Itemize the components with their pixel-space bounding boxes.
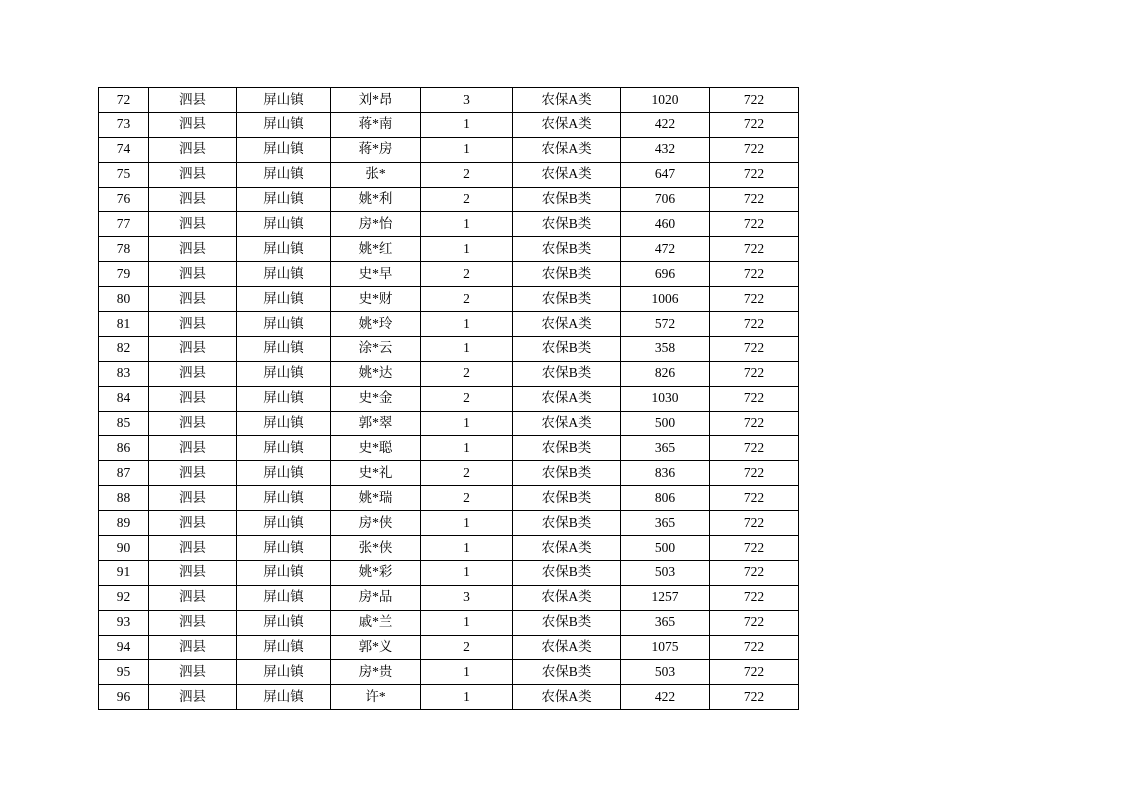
table-cell: 722 xyxy=(710,312,799,337)
table-cell: 泗县 xyxy=(149,635,237,660)
table-cell: 农保B类 xyxy=(513,187,621,212)
table-cell: 房*侠 xyxy=(331,511,421,536)
table-cell: 泗县 xyxy=(149,610,237,635)
table-cell: 屏山镇 xyxy=(237,436,331,461)
table-row xyxy=(99,287,799,312)
table-cell: 1030 xyxy=(621,386,710,411)
table-cell: 1 xyxy=(421,610,513,635)
table-cell: 农保A类 xyxy=(513,386,621,411)
table-cell: 泗县 xyxy=(149,536,237,561)
table-cell: 87 xyxy=(99,461,149,486)
table-cell: 屏山镇 xyxy=(237,511,331,536)
table-row xyxy=(99,212,799,237)
table-cell: 张*侠 xyxy=(331,536,421,561)
table-cell: 农保B类 xyxy=(513,336,621,361)
table-cell: 史*金 xyxy=(331,386,421,411)
table-cell: 722 xyxy=(710,237,799,262)
table-cell: 泗县 xyxy=(149,560,237,585)
table-cell: 屏山镇 xyxy=(237,112,331,137)
table-cell: 史*礼 xyxy=(331,461,421,486)
table-row xyxy=(99,312,799,337)
table-cell: 2 xyxy=(421,486,513,511)
table-row xyxy=(99,585,799,610)
table-row xyxy=(99,386,799,411)
table-row xyxy=(99,511,799,536)
table-cell: 姚*彩 xyxy=(331,560,421,585)
table-cell: 722 xyxy=(710,461,799,486)
table-cell: 农保A类 xyxy=(513,411,621,436)
table-cell: 农保A类 xyxy=(513,137,621,162)
table-row xyxy=(99,486,799,511)
table-cell: 农保B类 xyxy=(513,610,621,635)
table-cell: 647 xyxy=(621,162,710,187)
table-cell: 1 xyxy=(421,137,513,162)
table-cell: 郭*义 xyxy=(331,635,421,660)
table-cell: 1020 xyxy=(621,88,710,113)
table-cell: 史*财 xyxy=(331,287,421,312)
table-cell: 张* xyxy=(331,162,421,187)
table-cell: 500 xyxy=(621,411,710,436)
data-table-container xyxy=(98,87,798,710)
table-cell: 泗县 xyxy=(149,312,237,337)
table-row xyxy=(99,610,799,635)
table-cell: 83 xyxy=(99,361,149,386)
table-cell: 农保B类 xyxy=(513,287,621,312)
table-cell: 722 xyxy=(710,660,799,685)
table-cell: 屏山镇 xyxy=(237,237,331,262)
table-cell: 1 xyxy=(421,560,513,585)
table-cell: 3 xyxy=(421,585,513,610)
table-cell: 农保B类 xyxy=(513,361,621,386)
table-cell: 泗县 xyxy=(149,187,237,212)
table-cell: 屏山镇 xyxy=(237,411,331,436)
table-cell: 刘*昂 xyxy=(331,88,421,113)
table-cell: 74 xyxy=(99,137,149,162)
table-cell: 93 xyxy=(99,610,149,635)
table-cell: 722 xyxy=(710,162,799,187)
table-cell: 76 xyxy=(99,187,149,212)
table-cell: 2 xyxy=(421,635,513,660)
table-cell: 农保B类 xyxy=(513,511,621,536)
table-cell: 503 xyxy=(621,660,710,685)
table-row xyxy=(99,660,799,685)
table-cell: 泗县 xyxy=(149,137,237,162)
table-cell: 屏山镇 xyxy=(237,312,331,337)
table-cell: 722 xyxy=(710,88,799,113)
table-cell: 1 xyxy=(421,411,513,436)
table-cell: 泗县 xyxy=(149,112,237,137)
table-row xyxy=(99,237,799,262)
table-cell: 姚*瑞 xyxy=(331,486,421,511)
table-cell: 460 xyxy=(621,212,710,237)
table-row xyxy=(99,536,799,561)
table-cell: 79 xyxy=(99,262,149,287)
table-row xyxy=(99,635,799,660)
table-cell: 戚*兰 xyxy=(331,610,421,635)
table-cell: 泗县 xyxy=(149,436,237,461)
table-cell: 农保B类 xyxy=(513,262,621,287)
table-cell: 1 xyxy=(421,237,513,262)
table-cell: 农保A类 xyxy=(513,88,621,113)
table-row xyxy=(99,336,799,361)
table-cell: 80 xyxy=(99,287,149,312)
table-cell: 86 xyxy=(99,436,149,461)
table-cell: 屏山镇 xyxy=(237,585,331,610)
table-cell: 郭*翠 xyxy=(331,411,421,436)
table-row xyxy=(99,685,799,710)
table-cell: 73 xyxy=(99,112,149,137)
table-cell: 3 xyxy=(421,88,513,113)
table-cell: 姚*利 xyxy=(331,187,421,212)
table-cell: 农保B类 xyxy=(513,436,621,461)
table-cell: 1 xyxy=(421,336,513,361)
table-cell: 806 xyxy=(621,486,710,511)
table-cell: 722 xyxy=(710,486,799,511)
table-cell: 泗县 xyxy=(149,486,237,511)
table-cell: 2 xyxy=(421,461,513,486)
table-cell: 泗县 xyxy=(149,212,237,237)
table-cell: 1 xyxy=(421,436,513,461)
table-cell: 432 xyxy=(621,137,710,162)
table-cell: 72 xyxy=(99,88,149,113)
table-cell: 500 xyxy=(621,536,710,561)
table-cell: 泗县 xyxy=(149,262,237,287)
table-cell: 泗县 xyxy=(149,411,237,436)
table-cell: 722 xyxy=(710,262,799,287)
table-cell: 722 xyxy=(710,386,799,411)
table-cell: 屏山镇 xyxy=(237,660,331,685)
table-cell: 88 xyxy=(99,486,149,511)
table-cell: 1 xyxy=(421,511,513,536)
table-cell: 屏山镇 xyxy=(237,187,331,212)
table-cell: 农保B类 xyxy=(513,486,621,511)
table-cell: 722 xyxy=(710,585,799,610)
table-cell: 722 xyxy=(710,560,799,585)
table-cell: 91 xyxy=(99,560,149,585)
table-cell: 屏山镇 xyxy=(237,162,331,187)
table-cell: 85 xyxy=(99,411,149,436)
table-cell: 89 xyxy=(99,511,149,536)
table-cell: 泗县 xyxy=(149,585,237,610)
table-cell: 722 xyxy=(710,287,799,312)
table-cell: 农保A类 xyxy=(513,585,621,610)
table-cell: 屏山镇 xyxy=(237,287,331,312)
table-row xyxy=(99,187,799,212)
table-cell: 365 xyxy=(621,511,710,536)
table-cell: 泗县 xyxy=(149,336,237,361)
table-cell: 泗县 xyxy=(149,162,237,187)
table-cell: 472 xyxy=(621,237,710,262)
table-cell: 屏山镇 xyxy=(237,685,331,710)
table-cell: 2 xyxy=(421,162,513,187)
table-cell: 1 xyxy=(421,685,513,710)
table-cell: 屏山镇 xyxy=(237,336,331,361)
table-cell: 722 xyxy=(710,511,799,536)
table-cell: 722 xyxy=(710,361,799,386)
table-cell: 706 xyxy=(621,187,710,212)
table-cell: 屏山镇 xyxy=(237,361,331,386)
table-cell: 422 xyxy=(621,685,710,710)
table-cell: 722 xyxy=(710,610,799,635)
table-cell: 屏山镇 xyxy=(237,610,331,635)
table-cell: 房*怡 xyxy=(331,212,421,237)
table-cell: 722 xyxy=(710,187,799,212)
table-cell: 泗县 xyxy=(149,511,237,536)
table-cell: 农保A类 xyxy=(513,536,621,561)
beneficiary-table xyxy=(98,87,799,710)
table-cell: 农保B类 xyxy=(513,660,621,685)
table-cell: 农保A类 xyxy=(513,312,621,337)
table-cell: 许* xyxy=(331,685,421,710)
table-cell: 722 xyxy=(710,137,799,162)
table-cell: 1075 xyxy=(621,635,710,660)
table-cell: 2 xyxy=(421,386,513,411)
table-cell: 358 xyxy=(621,336,710,361)
table-cell: 泗县 xyxy=(149,685,237,710)
table-cell: 泗县 xyxy=(149,386,237,411)
table-cell: 1257 xyxy=(621,585,710,610)
table-cell: 722 xyxy=(710,536,799,561)
table-cell: 722 xyxy=(710,685,799,710)
table-cell: 77 xyxy=(99,212,149,237)
table-cell: 1 xyxy=(421,112,513,137)
table-cell: 农保A类 xyxy=(513,112,621,137)
table-cell: 365 xyxy=(621,610,710,635)
table-cell: 2 xyxy=(421,187,513,212)
table-cell: 房*品 xyxy=(331,585,421,610)
table-cell: 722 xyxy=(710,436,799,461)
table-cell: 史*早 xyxy=(331,262,421,287)
table-cell: 屏山镇 xyxy=(237,536,331,561)
table-row xyxy=(99,436,799,461)
table-cell: 农保B类 xyxy=(513,212,621,237)
table-row xyxy=(99,461,799,486)
table-cell: 94 xyxy=(99,635,149,660)
table-cell: 722 xyxy=(710,411,799,436)
table-cell: 365 xyxy=(621,436,710,461)
table-cell: 92 xyxy=(99,585,149,610)
table-cell: 1 xyxy=(421,312,513,337)
table-cell: 572 xyxy=(621,312,710,337)
table-cell: 2 xyxy=(421,287,513,312)
table-cell: 屏山镇 xyxy=(237,212,331,237)
table-cell: 屏山镇 xyxy=(237,262,331,287)
table-cell: 1 xyxy=(421,660,513,685)
table-cell: 蒋*南 xyxy=(331,112,421,137)
table-cell: 泗县 xyxy=(149,237,237,262)
table-cell: 泗县 xyxy=(149,660,237,685)
table-cell: 泗县 xyxy=(149,287,237,312)
table-cell: 836 xyxy=(621,461,710,486)
table-cell: 史*聪 xyxy=(331,436,421,461)
table-cell: 泗县 xyxy=(149,361,237,386)
table-cell: 81 xyxy=(99,312,149,337)
table-cell: 422 xyxy=(621,112,710,137)
table-body xyxy=(99,88,799,710)
table-cell: 1 xyxy=(421,212,513,237)
table-row xyxy=(99,361,799,386)
table-cell: 农保B类 xyxy=(513,237,621,262)
table-row xyxy=(99,262,799,287)
table-cell: 78 xyxy=(99,237,149,262)
table-row xyxy=(99,88,799,113)
table-cell: 姚*达 xyxy=(331,361,421,386)
table-row xyxy=(99,162,799,187)
table-cell: 泗县 xyxy=(149,461,237,486)
table-cell: 90 xyxy=(99,536,149,561)
table-cell: 722 xyxy=(710,212,799,237)
table-row xyxy=(99,411,799,436)
table-cell: 屏山镇 xyxy=(237,461,331,486)
table-cell: 农保A类 xyxy=(513,162,621,187)
table-cell: 屏山镇 xyxy=(237,486,331,511)
table-row xyxy=(99,137,799,162)
table-cell: 696 xyxy=(621,262,710,287)
table-cell: 农保B类 xyxy=(513,560,621,585)
table-cell: 屏山镇 xyxy=(237,386,331,411)
table-cell: 95 xyxy=(99,660,149,685)
table-cell: 泗县 xyxy=(149,88,237,113)
table-cell: 农保A类 xyxy=(513,685,621,710)
table-cell: 农保B类 xyxy=(513,461,621,486)
table-cell: 2 xyxy=(421,262,513,287)
table-cell: 姚*玲 xyxy=(331,312,421,337)
table-cell: 826 xyxy=(621,361,710,386)
table-cell: 屏山镇 xyxy=(237,137,331,162)
table-cell: 722 xyxy=(710,336,799,361)
table-cell: 1006 xyxy=(621,287,710,312)
table-cell: 2 xyxy=(421,361,513,386)
table-row xyxy=(99,112,799,137)
table-cell: 722 xyxy=(710,112,799,137)
table-cell: 96 xyxy=(99,685,149,710)
table-cell: 屏山镇 xyxy=(237,88,331,113)
table-row xyxy=(99,560,799,585)
table-cell: 蒋*房 xyxy=(331,137,421,162)
table-cell: 屏山镇 xyxy=(237,635,331,660)
table-cell: 农保A类 xyxy=(513,635,621,660)
table-cell: 房*贵 xyxy=(331,660,421,685)
table-cell: 1 xyxy=(421,536,513,561)
table-cell: 75 xyxy=(99,162,149,187)
table-cell: 涂*云 xyxy=(331,336,421,361)
table-cell: 722 xyxy=(710,635,799,660)
table-cell: 503 xyxy=(621,560,710,585)
table-cell: 82 xyxy=(99,336,149,361)
table-cell: 姚*红 xyxy=(331,237,421,262)
table-cell: 屏山镇 xyxy=(237,560,331,585)
table-cell: 84 xyxy=(99,386,149,411)
